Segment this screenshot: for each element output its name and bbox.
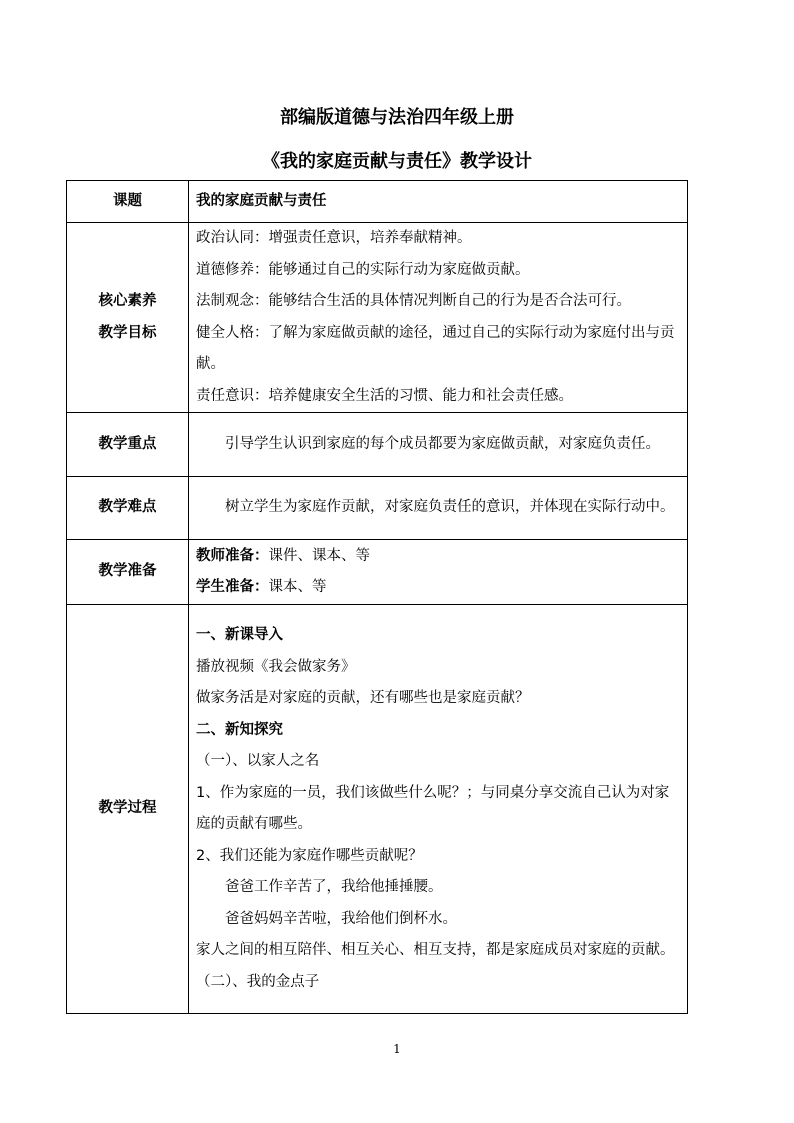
key-points-text: 引导学生认识到家庭的每个成员都要为家庭做贡献，对家庭负责任。 xyxy=(188,413,687,477)
goal-responsibility: 责任意识：培养健康安全生活的习惯、能力和社会责任感。 xyxy=(195,387,573,404)
document-title: 部编版道德与法治四年级上册 xyxy=(280,107,514,128)
example-2: 爸爸妈妈辛苦啦，我给他们倒杯水。 xyxy=(224,910,457,927)
difficulties-text: 树立学生为家庭作贡献，对家庭负责任的意识，并体现在实际行动中。 xyxy=(188,477,687,540)
preparation-content xyxy=(188,540,687,605)
goals-label xyxy=(67,223,189,413)
goal-moral: 道德修养：能够通过自己的实际行动为家庭做贡献。 xyxy=(195,261,530,278)
table-row-process xyxy=(67,605,688,1014)
example-1: 爸爸工作辛苦了，我给他捶捶腰。 xyxy=(224,879,443,895)
goal-personality: 健全人格：了解为家庭做贡献的途径，通过自己的实际行动为家庭付出与贡献。 xyxy=(195,324,675,372)
teacher-preparation xyxy=(196,541,680,573)
key-points-label: 教学重点 xyxy=(67,413,189,477)
lesson-plan-table xyxy=(66,180,688,1014)
intro-question-line: 做家务活是对家庭的贡献，还有哪些也是家庭贡献？ xyxy=(195,690,530,706)
topic-value: 我的家庭贡献与责任 xyxy=(188,181,687,223)
teacher-preparation-value: 课件、课本、等 xyxy=(268,547,370,564)
question-1: 1、作为家庭的一员，我们该做些什么呢？；与同桌分享交流自己认为对家庭的贡献有哪些。 xyxy=(195,784,670,832)
topic-label: 课题 xyxy=(67,181,189,223)
subsection-idea-title: （二）、我的金点子 xyxy=(195,973,320,990)
process-content xyxy=(188,605,687,1014)
goal-political: 政治认同：增强责任意识，培养奉献精神。 xyxy=(195,230,472,246)
preparation-label: 教学准备 xyxy=(67,540,189,605)
table-row-difficulties xyxy=(67,477,688,540)
table-row-topic xyxy=(67,181,688,223)
goals-label-line1: 核心素养 xyxy=(98,293,157,309)
goals-content xyxy=(188,223,687,413)
teacher-preparation-label: 教师准备： xyxy=(195,547,269,564)
subsection-family-title: （一）、以家人之名 xyxy=(195,753,320,769)
question-2: 2、我们还能为家庭作哪些贡献呢？ xyxy=(195,847,423,864)
summary-line: 家人之间的相互陪伴、相互关心、相互支持，都是家庭成员对家庭的贡献。 xyxy=(195,942,675,958)
goals-label-line2: 教学目标 xyxy=(98,324,157,341)
section-intro-title: 一、新课导入 xyxy=(195,627,283,643)
difficulties-label: 教学难点 xyxy=(67,477,189,540)
section-explore-title: 二、新知探究 xyxy=(195,721,283,738)
table-row-preparation xyxy=(67,540,688,605)
process-label: 教学过程 xyxy=(67,605,189,1014)
student-preparation xyxy=(196,572,680,604)
table-row-key-points xyxy=(67,413,688,477)
page-number: 1 xyxy=(393,1042,401,1056)
table-row-goals xyxy=(67,223,688,413)
goal-legal: 法制观念：能够结合生活的具体情况判断自己的行为是否合法可行。 xyxy=(195,293,631,309)
intro-video-line: 播放视频《我会做家务》 xyxy=(195,658,356,675)
lesson-title: 《我的家庭贡献与责任》教学设计 xyxy=(262,151,532,172)
student-preparation-value: 课本、等 xyxy=(268,579,327,595)
student-preparation-label: 学生准备： xyxy=(195,579,269,595)
